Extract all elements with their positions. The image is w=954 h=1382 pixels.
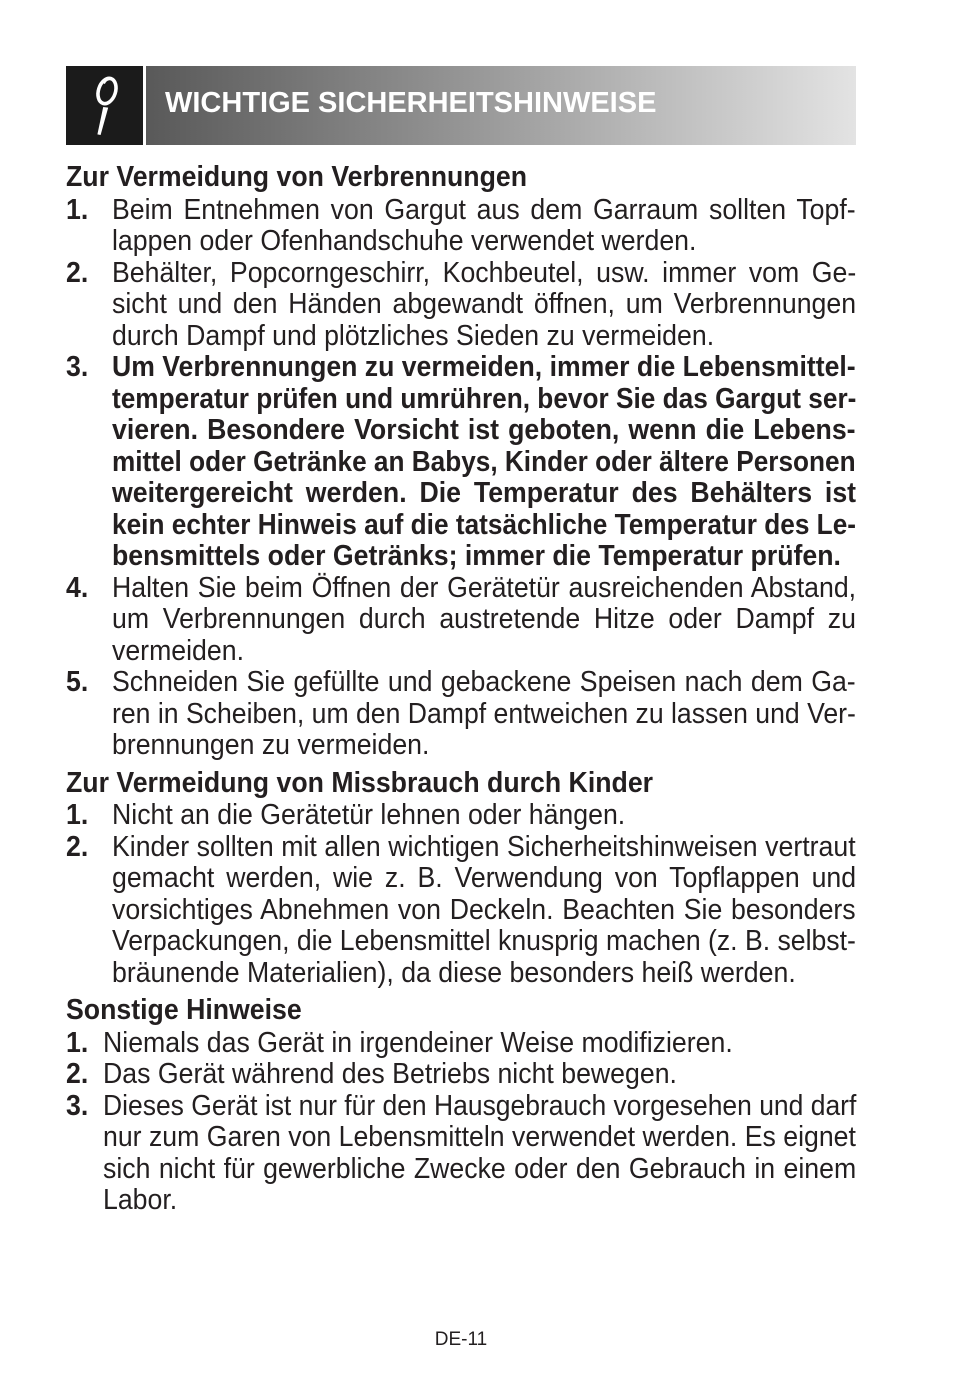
text-line (112, 510, 856, 542)
list-item-emphasized (66, 352, 856, 573)
text-line (103, 1185, 856, 1217)
text-line (112, 478, 856, 510)
section-heading (66, 162, 856, 194)
content (66, 162, 856, 1217)
text-line (112, 195, 856, 227)
text-line (112, 289, 856, 321)
text-line (112, 604, 856, 636)
line-text: Nicht an die Gerätetür lehnen oder hängen. (112, 799, 626, 831)
text-line (112, 321, 856, 353)
line-text: Verpackungen, die Lebensmittel knusprig machen (z. B. selbst- (112, 925, 856, 957)
line-text: durch Dampf und plötzliches Sieden zu vermeiden. (112, 319, 715, 352)
list-number: 2. (66, 1058, 89, 1090)
text-line (103, 1091, 856, 1123)
line-text: um Verbrennungen durch austretende Hitze oder Dampf zu (112, 603, 856, 635)
list-number: 1. (66, 1026, 89, 1059)
line-text: vieren. Besondere Vorsicht ist geboten, wenn die Lebens- (112, 414, 856, 446)
line-text: sich nicht für gewerbliche Zwecke oder den Gebrauch in einem (103, 1152, 857, 1185)
list-item (66, 1028, 856, 1060)
text-line (112, 573, 856, 605)
line-text: bräunende Materialien), da diese besonders heiß werden. (112, 956, 796, 989)
text-line (112, 447, 856, 479)
list-item (66, 1059, 856, 1091)
text-line (112, 636, 856, 668)
list-number: 4. (66, 571, 89, 604)
line-text: Halten Sie beim Öffnen der Gerätetür ausreichenden Abstand, (112, 571, 857, 604)
header-bar (146, 66, 856, 145)
section-heading (66, 995, 856, 1027)
list-number: 1. (66, 193, 89, 226)
section-burn-prevention (66, 162, 856, 762)
text-line (112, 926, 856, 958)
list-item (66, 195, 856, 258)
header-icon-box (66, 66, 143, 145)
text-line (112, 226, 856, 258)
list-item (66, 258, 856, 353)
line-text: sicht und den Händen abgewandt öffnen, um Verbrennungen (112, 288, 857, 320)
line-text: weitergereicht werden. Die Temperatur des Behälters ist (112, 477, 857, 509)
line-text: lappen oder Ofenhandschuhe verwendet werden. (112, 225, 697, 257)
warning-icon (66, 66, 143, 145)
text-line (103, 1028, 856, 1060)
line-text: kein echter Hinweis auf die tatsächliche Temperatur des Le- (112, 508, 857, 541)
list-item (66, 1091, 856, 1217)
text-line (103, 1122, 856, 1154)
text-line (103, 1154, 856, 1186)
text-line (112, 800, 856, 832)
line-text: Das Gerät während des Betriebs nicht bewegen. (103, 1058, 677, 1090)
text-line (112, 258, 856, 290)
line-text: Dieses Gerät ist nur für den Hausgebrauch vorgesehen und darf (103, 1089, 857, 1122)
section-title: WICHTIGE SICHERHEITSHINWEISE (165, 87, 657, 119)
section-other-notes (66, 995, 856, 1217)
line-text: Niemals das Gerät in irgendeiner Weise modifizieren. (103, 1026, 733, 1059)
line-text: temperatur prüfen und umrühren, bevor Sie das Gargut ser- (112, 382, 857, 415)
list-number: 5. (66, 666, 89, 698)
line-text: Kinder sollten mit allen wichtigen Sicherheitshinweisen vertraut (112, 830, 856, 863)
line-text: gemacht werden, wie z. B. Verwendung von Topflappen und (112, 862, 857, 894)
line-text: Labor. (103, 1184, 178, 1216)
text-line (112, 699, 856, 731)
text-line (112, 667, 856, 699)
line-text: Um Verbrennungen zu vermeiden, immer die Lebensmittel- (112, 351, 856, 383)
heading-text: Zur Vermeidung von Missbrauch durch Kinder (66, 766, 654, 799)
line-text: Schneiden Sie gefüllte und gebackene Speisen nach dem Ga- (112, 666, 856, 698)
text-line (112, 730, 856, 762)
list-number: 1. (66, 799, 89, 831)
line-text: nur zum Garen von Lebensmitteln verwendet werden. Es eignet (103, 1121, 856, 1153)
heading-text: Sonstige Hinweise (66, 994, 302, 1026)
list-item (66, 573, 856, 668)
list-number: 3. (66, 1089, 89, 1122)
text-line (112, 541, 856, 573)
list-number: 2. (66, 830, 89, 863)
text-line (112, 352, 856, 384)
line-text: ren in Scheiben, um den Dampf entweichen zu lassen und Ver- (112, 697, 856, 730)
heading-text: Zur Vermeidung von Verbrennungen (66, 161, 528, 193)
text-line (112, 895, 856, 927)
line-text: vermeiden. (112, 634, 244, 667)
text-line (103, 1059, 856, 1091)
text-line (112, 832, 856, 864)
text-line (112, 384, 856, 416)
line-text: bensmittels oder Getränks; immer die Temperatur prüfen. (112, 540, 841, 572)
list-item (66, 800, 856, 832)
section-heading (66, 768, 856, 800)
text-line (112, 958, 856, 990)
list-item (66, 667, 856, 762)
line-text: Beim Entnehmen von Gargut aus dem Garraum sollten Topf- (112, 193, 856, 226)
list-number: 2. (66, 256, 89, 289)
page-number: DE-11 (434, 1329, 488, 1350)
line-text: mittel oder Getränke an Babys, Kinder oder ältere Personen (112, 445, 856, 478)
line-text: Behälter, Popcorngeschirr, Kochbeutel, usw. immer vom Ge- (112, 256, 857, 289)
line-text: vorsichtiges Abnehmen von Deckeln. Beachten Sie besonders (112, 893, 856, 926)
line-text: brennungen zu vermeiden. (112, 729, 430, 761)
text-line (112, 863, 856, 895)
list-number: 3. (66, 351, 89, 383)
section-child-safety (66, 768, 856, 990)
text-line (112, 415, 856, 447)
list-item (66, 832, 856, 990)
